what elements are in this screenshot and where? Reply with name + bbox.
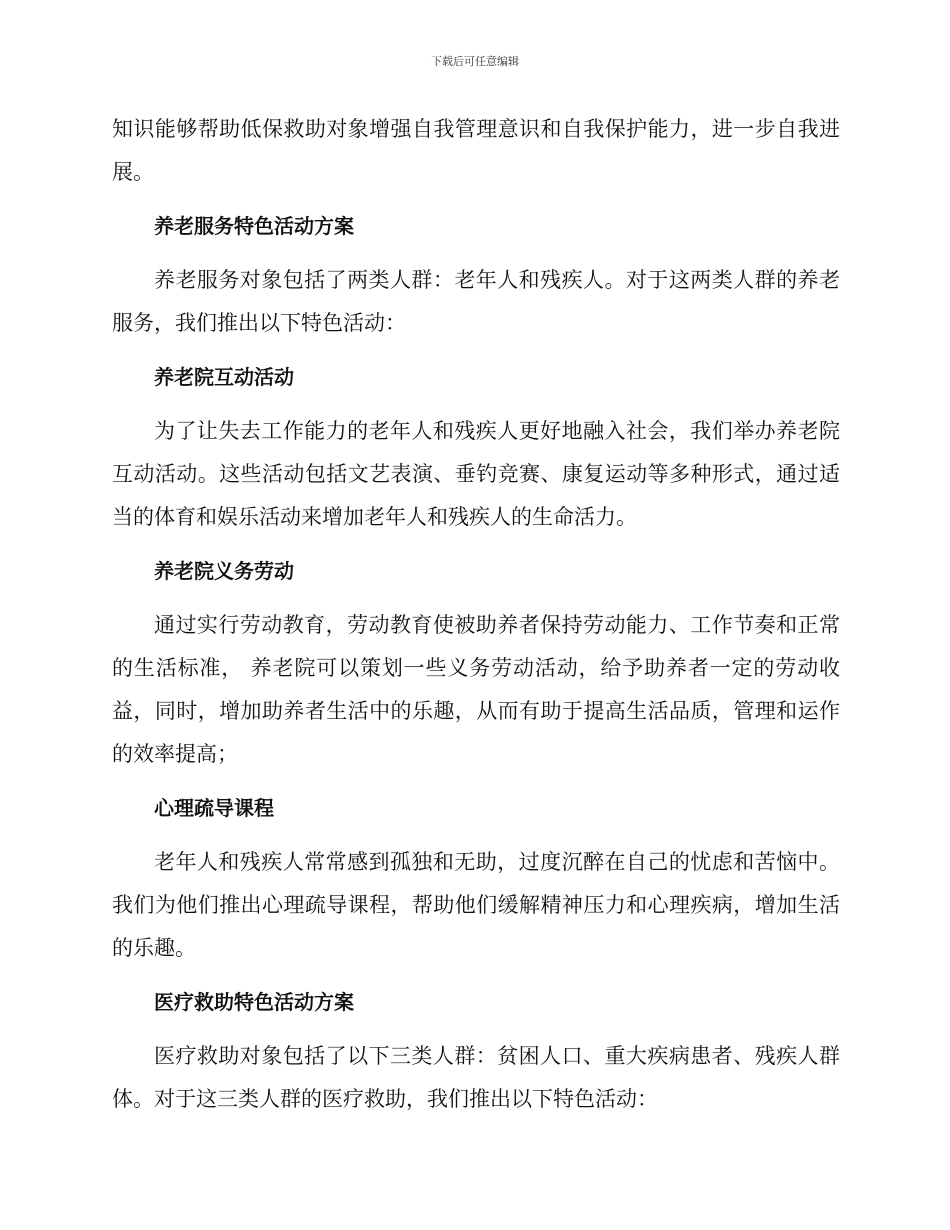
paragraph: 医疗救助对象包括了以下三类人群：贫困人口、重大疾病患者、残疾人群体。对于这三类人群的医疗救助，我们推出以下特色活动： <box>112 1044 840 1111</box>
section-heading: 养老院互动活动 <box>154 365 294 389</box>
section-heading: 养老院义务劳动 <box>154 559 294 583</box>
paragraph: 老年人和残疾人常常感到孤独和无助，过度沉醉在自己的忧虑和苦恼中。我们为他们推出心理疏导课程，帮助他们缓解精神压力和心理疾病，增加生活的乐趣。 <box>112 850 840 960</box>
paragraph: 养老服务对象包括了两类人群：老年人和残疾人。对于这两类人群的养老服务，我们推出以下特色活动： <box>112 268 840 335</box>
section-heading: 医疗救助特色活动方案 <box>154 990 354 1014</box>
paragraph: 知识能够帮助低保救助对象增强自我管理意识和自我保护能力，进一步自我进展。 <box>112 117 840 184</box>
paragraph: 通过实行劳动教育，劳动教育使被助养者保持劳动能力、工作节奏和正常的生活标准， 养老院可以策划一些义务劳动活动，给予助养者一定的劳动收益，同时，增加助养者生活中的乐趣，从而有助于提高生活品质，管理和运作的效率提高； <box>112 613 840 766</box>
paragraph: 为了让失去工作能力的老年人和残疾人更好地融入社会，我们举办养老院互动活动。这些活动包括文艺表演、垂钓竞赛、康复运动等多种形式，通过适当的体育和娱乐活动来增加老年人和残疾人的生命活力。 <box>112 419 840 529</box>
section-heading: 心理疏导课程 <box>154 796 274 820</box>
page-header: 下载后可任意编辑 <box>431 55 519 68</box>
section-heading: 养老服务特色活动方案 <box>154 214 354 238</box>
document-body <box>112 108 840 1132</box>
